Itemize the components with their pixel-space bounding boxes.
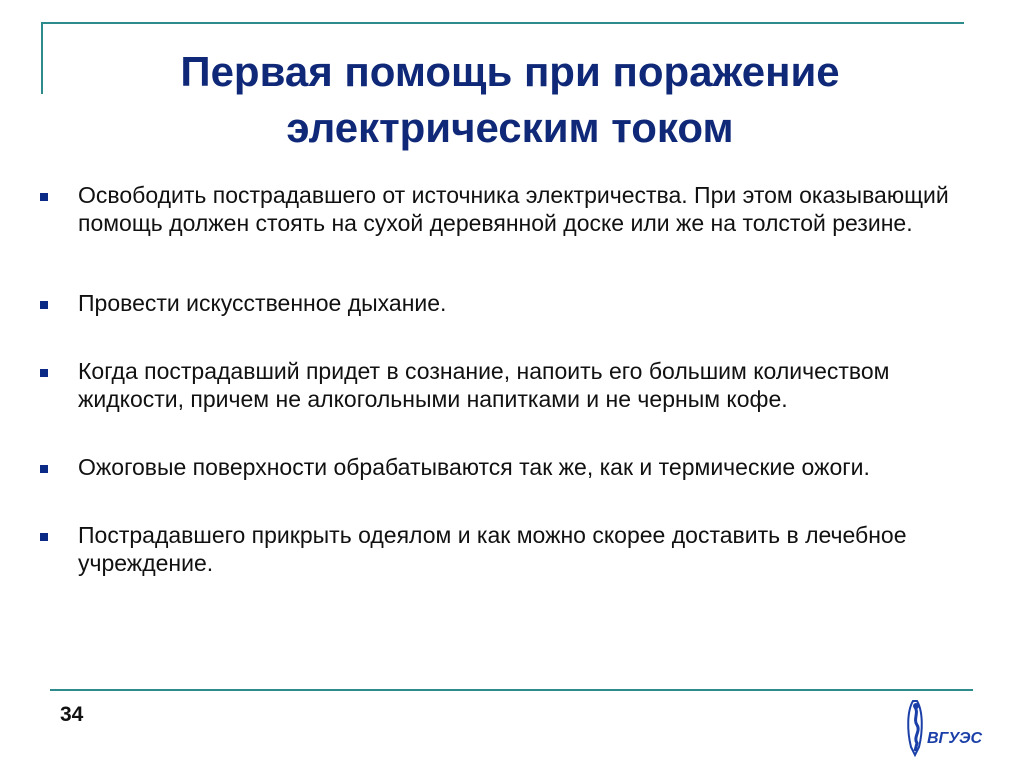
- bullet-text: Провести искусственное дыхание.: [78, 290, 447, 316]
- slide-title: [60, 44, 960, 156]
- square-bullet-icon: [40, 369, 48, 377]
- square-bullet-icon: [40, 465, 48, 473]
- square-bullet-icon: [40, 533, 48, 541]
- bullet-text: Пострадавшего прикрыть одеялом и как можно скорее доставить в лечебное учреждение.: [78, 522, 907, 576]
- top-rule: [41, 22, 964, 24]
- bottom-rule: [50, 689, 973, 691]
- square-bullet-icon: [40, 301, 48, 309]
- bullet-text: Ожоговые поверхности обрабатываются так же, как и термические ожоги.: [78, 454, 870, 480]
- title-line-1: Первая помощь при поражение: [180, 48, 840, 95]
- page-number: 34: [60, 703, 84, 726]
- university-logo-icon: [905, 697, 1015, 759]
- bullet-text: Когда пострадавший придет в сознание, напоить его большим количеством жидкости, причем не алкогольными напитками и не черным кофе.: [78, 358, 890, 412]
- logo-text: ВГУЭС: [927, 730, 983, 747]
- bullet-list: [40, 181, 980, 577]
- bullet-item: [40, 357, 980, 413]
- bullet-item: [40, 289, 980, 317]
- bullet-item: [40, 181, 980, 237]
- square-bullet-icon: [40, 193, 48, 201]
- left-rule: [41, 22, 43, 94]
- bullet-text: Освободить пострадавшего от источника электричества. При этом оказывающий помощь должен стоять на сухой деревянной доске или же на толстой резине.: [78, 182, 949, 236]
- bullet-item: [40, 521, 980, 577]
- bullet-item: [40, 453, 980, 481]
- title-line-2: электрическим током: [286, 104, 734, 151]
